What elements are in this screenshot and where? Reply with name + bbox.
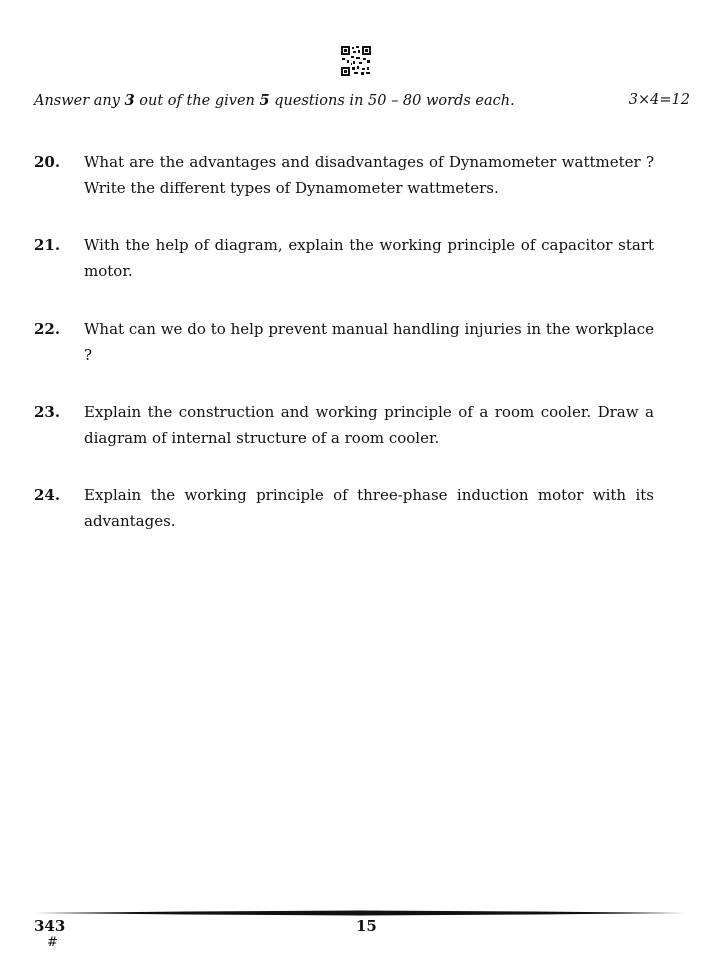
question-text: Explain the working principle of three-phase induction motor with its advantages. (84, 486, 654, 530)
question-item (34, 399, 654, 451)
section-marks: 3×4=12 (628, 92, 690, 108)
instruction-mid: out of the given (134, 93, 260, 109)
instruction-post: questions in 50 – 80 words each. (269, 93, 515, 109)
question-number: 24. (34, 486, 61, 504)
question-item (34, 316, 654, 368)
question-item (34, 149, 654, 201)
instruction-total: 5 (259, 92, 270, 109)
question-text: What are the advantages and disadvantages of Dynamometer wattmeter ? Write the different types of Dynamometer wattmeters. (84, 153, 654, 197)
question-number: 22. (34, 320, 61, 338)
section-instructions (34, 92, 690, 109)
qr-code-icon (341, 46, 371, 76)
page-number: 15 (356, 917, 377, 935)
question-text: With the help of diagram, explain the working principle of capacitor start motor. (84, 236, 654, 280)
instruction-pre: Answer any (34, 93, 125, 109)
question-number: 23. (34, 403, 61, 421)
question-number: 21. (34, 236, 61, 254)
paper-code-mark: # (47, 935, 58, 950)
paper-code: 343 (34, 917, 66, 935)
question-number: 20. (34, 153, 61, 171)
instruction-count: 3 (124, 92, 135, 109)
question-item (34, 232, 654, 284)
question-item (34, 482, 654, 534)
question-text: Explain the construction and working principle of a room cooler. Draw a diagram of internal structure of a room cooler. (84, 403, 654, 447)
question-text: What can we do to help prevent manual handling injuries in the workplace ? (84, 320, 654, 364)
footer-divider (36, 910, 684, 916)
